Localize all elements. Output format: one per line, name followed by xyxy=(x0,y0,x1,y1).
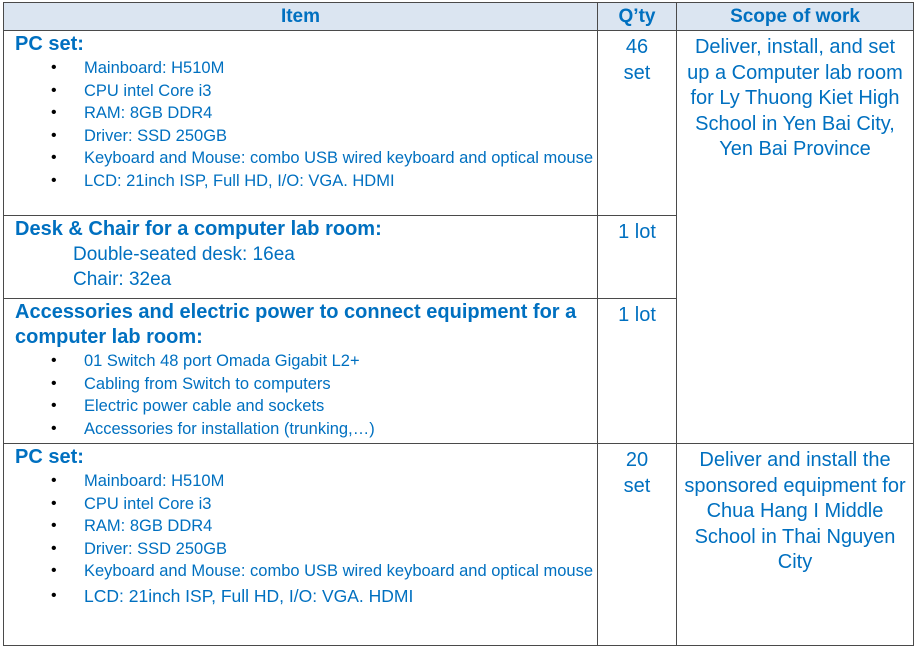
list-item: • Keyboard and Mouse: combo USB wired keyboard and optical mouse xyxy=(84,560,597,583)
qty-cell xyxy=(598,31,677,216)
item-cell xyxy=(4,31,598,216)
qty-cell xyxy=(598,444,677,646)
list-item: • CPU intel Core i3 xyxy=(84,80,597,103)
list-item: • RAM: 8GB DDR4 xyxy=(84,515,597,538)
list-item: • Keyboard and Mouse: combo USB wired keyboard and optical mouse xyxy=(84,147,597,170)
list-item: • Driver: SSD 250GB xyxy=(84,125,597,148)
qty-cell xyxy=(598,299,677,444)
scope-text: Deliver and install the sponsored equipment for Chua Hang I Middle School in Thai Nguyen City xyxy=(684,449,906,573)
scope-text: Deliver, install, and set up a Computer lab room for Ly Thuong Kiet High School in Yen Bai City, Yen Bai Province xyxy=(687,36,903,160)
list-item: • RAM: 8GB DDR4 xyxy=(84,102,597,125)
header-scope: Scope of work xyxy=(677,3,914,31)
furniture-lines xyxy=(15,242,597,292)
header-row xyxy=(4,3,914,31)
list-item: • LCD: 21inch ISP, Full HD, I/O: VGA. HDMI xyxy=(84,170,597,193)
table-row xyxy=(4,31,914,216)
list-item: • Driver: SSD 250GB xyxy=(84,538,597,561)
list-item: • LCD: 21inch ISP, Full HD, I/O: VGA. HDMI xyxy=(84,583,597,609)
qty-cell xyxy=(598,216,677,299)
qty-value: 20 set xyxy=(623,449,651,497)
table-row xyxy=(4,444,914,646)
item-title: PC set: xyxy=(15,446,84,468)
list-item: • Cabling from Switch to computers xyxy=(84,373,597,396)
scope-table xyxy=(3,2,914,646)
list-item: • Mainboard: H510M xyxy=(84,470,597,493)
item-cell xyxy=(4,444,598,646)
scope-cell xyxy=(677,31,914,444)
spec-list xyxy=(15,470,597,609)
list-item: • 01 Switch 48 port Omada Gigabit L2+ xyxy=(84,350,597,373)
qty-value: 46 set xyxy=(623,36,651,84)
header-qty: Q’ty xyxy=(598,3,677,31)
qty-value: 1 lot xyxy=(618,304,656,326)
header-item: Item xyxy=(4,3,598,31)
list-item: Double-seated desk: 16ea xyxy=(73,244,295,265)
item-title: Desk & Chair for a computer lab room: xyxy=(15,218,382,240)
qty-value: 1 lot xyxy=(618,221,656,243)
spec-list xyxy=(15,350,597,440)
list-item: • Mainboard: H510M xyxy=(84,57,597,80)
item-title: PC set: xyxy=(15,33,84,55)
scope-cell xyxy=(677,444,914,646)
list-item: Chair: 32ea xyxy=(73,269,172,290)
item-title: Accessories and electric power to connect equipment for a computer lab room: xyxy=(15,301,577,348)
spec-list xyxy=(15,57,597,192)
item-cell xyxy=(4,216,598,299)
item-cell xyxy=(4,299,598,444)
list-item: • CPU intel Core i3 xyxy=(84,493,597,516)
list-item: • Electric power cable and sockets xyxy=(84,395,597,418)
list-item: • Accessories for installation (trunking,…) xyxy=(84,418,597,441)
